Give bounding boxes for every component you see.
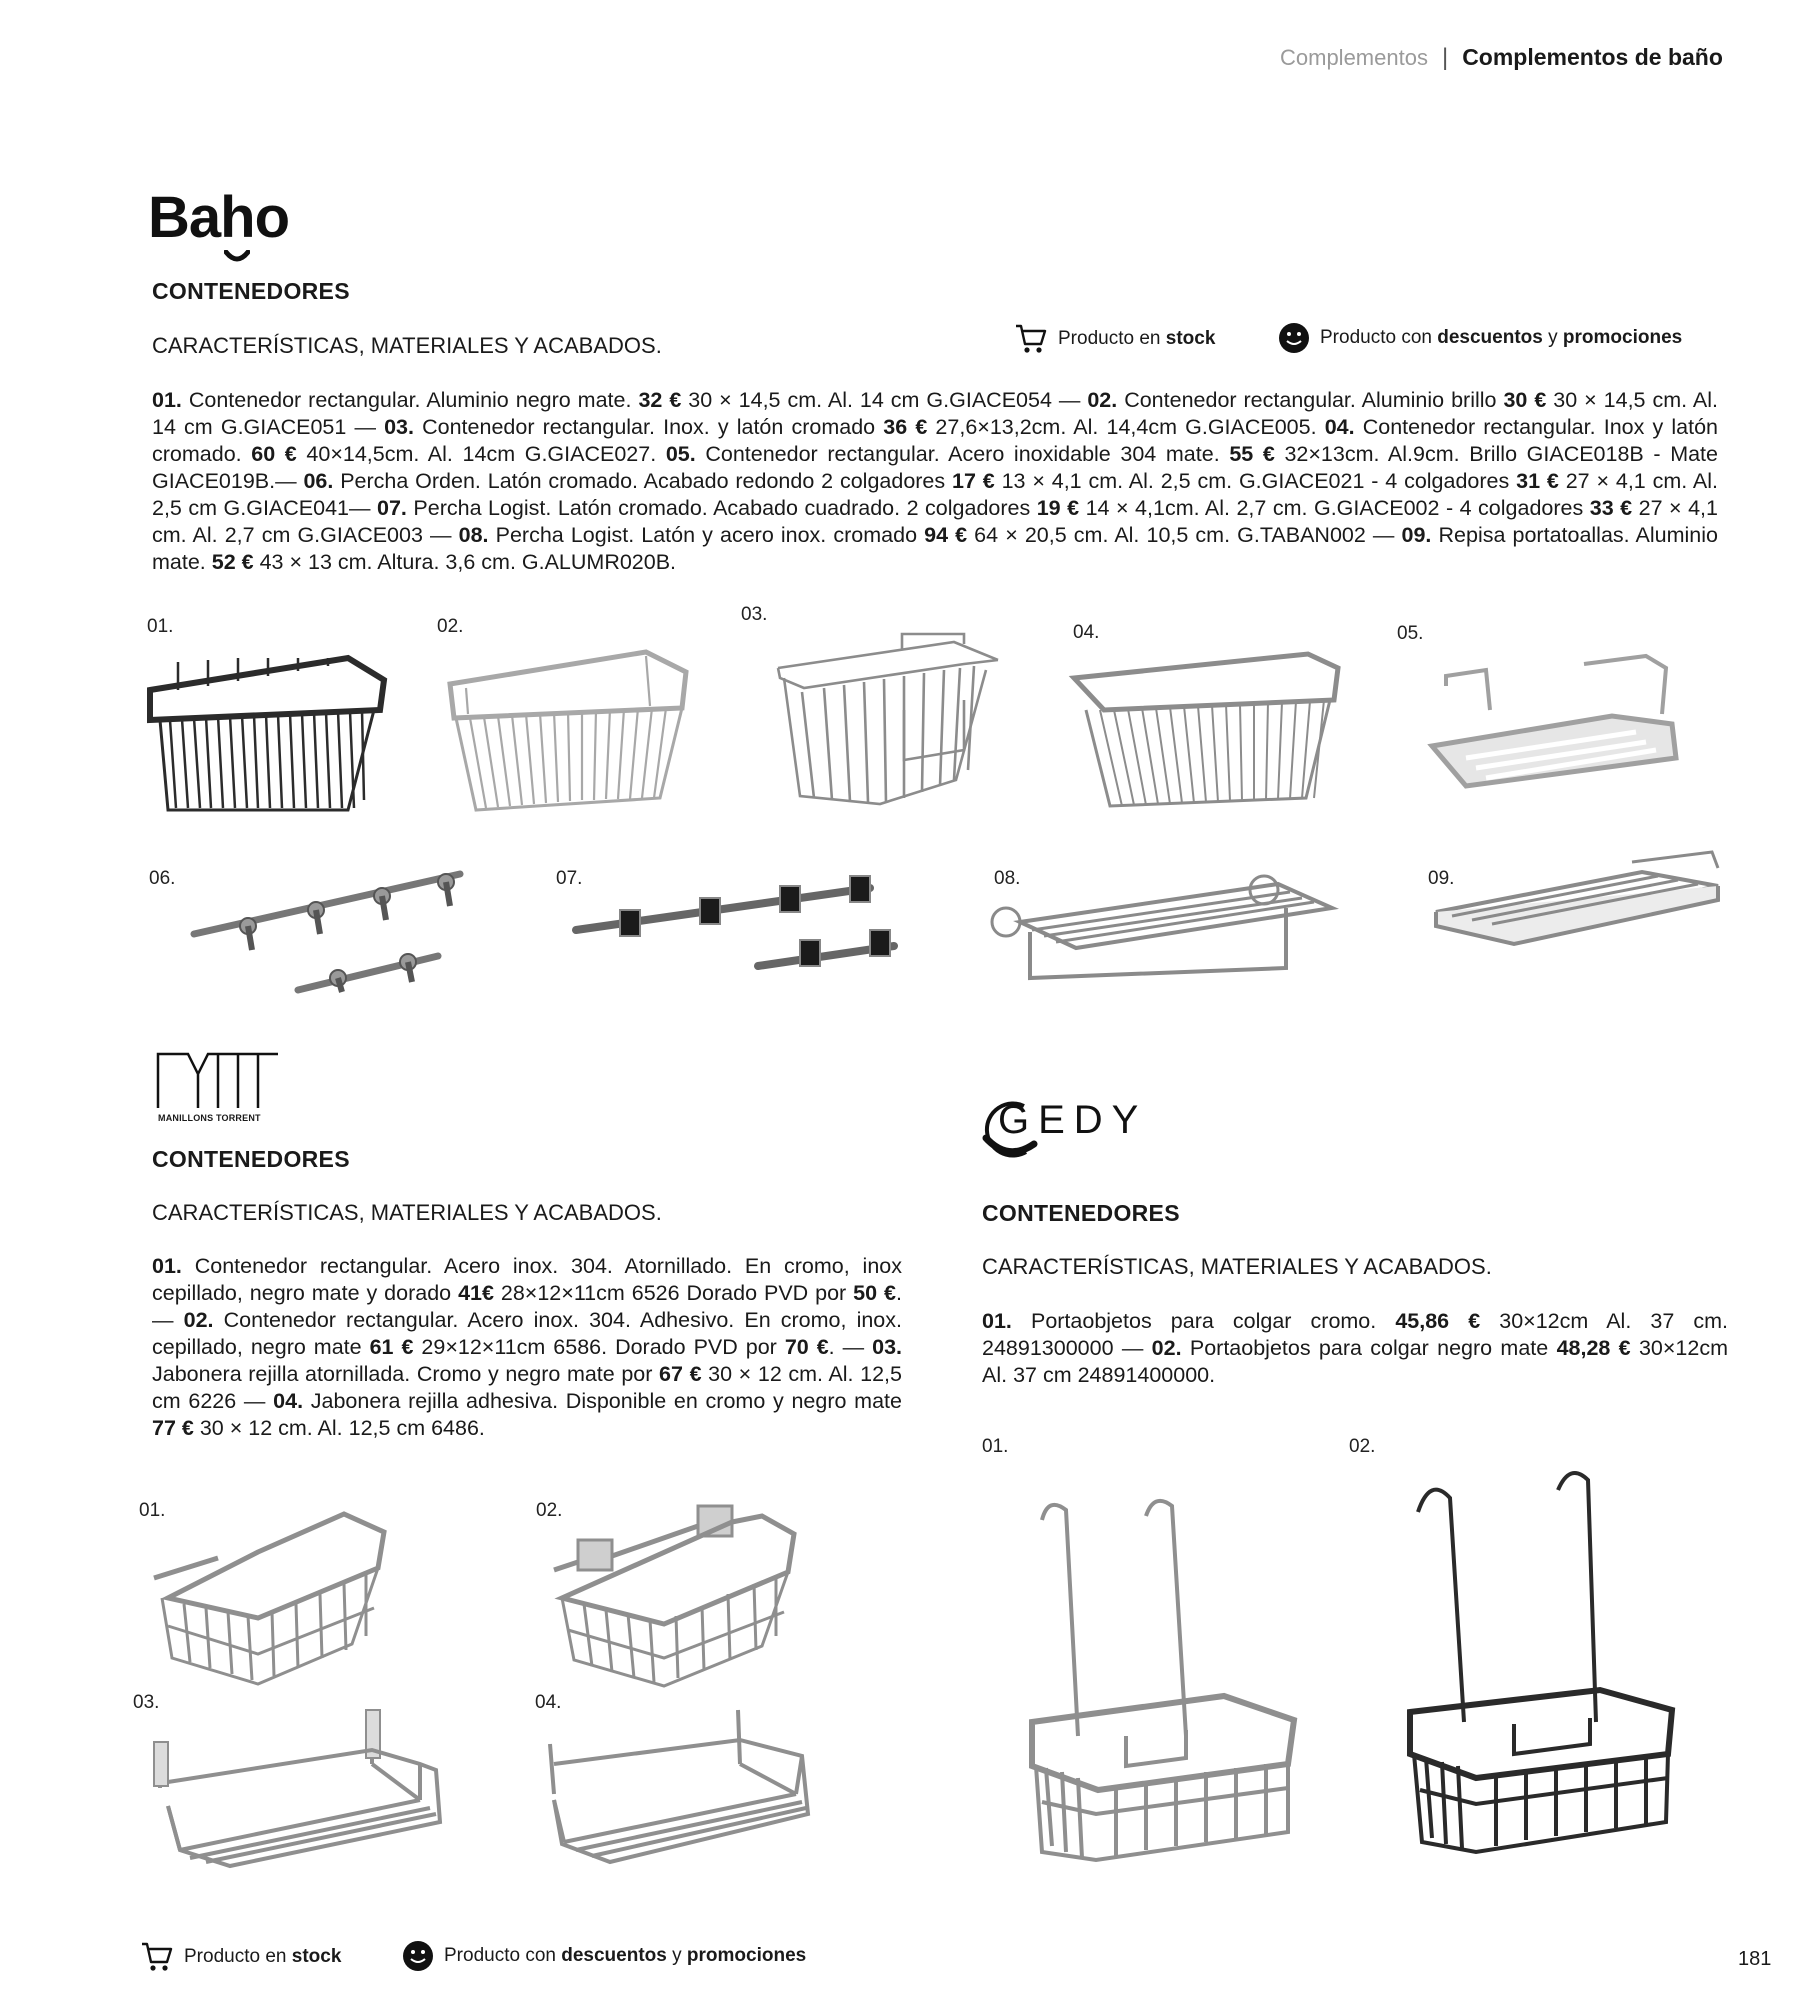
- mt-p02-num: 02.: [183, 1308, 214, 1332]
- footer-stock-text: Producto en: [184, 1946, 287, 1967]
- baho-p04-num: 04.: [1324, 415, 1355, 439]
- baho-section-title: CONTENEDORES: [152, 278, 350, 304]
- gedy-label-01: 01.: [982, 1436, 1009, 1457]
- baho-logo-smile: [224, 250, 250, 264]
- baho-p04-dims: 40×14,5cm. Al. 14cm G.GIACE027.: [296, 442, 666, 466]
- gedy-p01-dims: 30×12cm Al. 37 cm. 24891300000 —: [982, 1309, 1728, 1360]
- product-image-mt-02: [548, 1500, 798, 1690]
- gedy-logo-text: GEDY: [998, 1098, 1148, 1142]
- baho-p05-text: Contenedor rectangular. Acero inoxidable 304 mate.: [695, 442, 1230, 466]
- baho-p07-price2: 33 €: [1589, 496, 1633, 520]
- product-image-baho-07: [570, 870, 900, 980]
- product-image-mt-01: [148, 1508, 393, 1688]
- baho-p08-num: 08.: [458, 523, 489, 547]
- gedy-p02-price: 48,28 €: [1556, 1336, 1631, 1360]
- mt-p03-text: Jabonera rejilla atornillada. Cromo y negro mate por: [152, 1362, 660, 1386]
- baho-p07-text: Percha Logist. Latón cromado. Acabado cuadrado. 2 colgadores: [406, 496, 1037, 520]
- baho-p07-dims2: 27 × 4,1 cm. Al. 2,7 cm G.GIACE003 —: [152, 496, 1718, 547]
- mt-p03-dims: 30 × 12 cm. Al. 12,5 cm 6226 —: [152, 1362, 902, 1413]
- baho-p03-num: 03.: [384, 415, 414, 439]
- baho-p09-dims: 43 × 13 cm. Altura. 3,6 cm. G.ALUMR020B.: [253, 550, 677, 574]
- baho-p07-num: 07.: [377, 496, 407, 520]
- baho-logo-text: Baho: [148, 185, 289, 250]
- product-image-baho-02: [446, 648, 691, 818]
- baho-description: [152, 387, 1718, 576]
- product-image-gedy-01: [1026, 1496, 1301, 1866]
- mt-label-02: 02.: [536, 1500, 563, 1521]
- product-image-baho-09: [1432, 848, 1722, 968]
- mt-p02-price: 61 €: [369, 1335, 414, 1359]
- baho-p07-dims: 14 × 4,1cm. Al. 2,7 cm. G.GIACE002 - 4 colgadores: [1079, 496, 1590, 520]
- gedy-p02-num: 02.: [1151, 1336, 1182, 1360]
- smiley-icon: [1278, 322, 1310, 354]
- baho-label-01: 01.: [147, 616, 174, 637]
- baho-p01-price: 32 €: [638, 388, 682, 412]
- baho-p01-text: Contenedor rectangular. Aluminio negro mate.: [181, 388, 639, 412]
- product-image-baho-01: [148, 650, 388, 825]
- mt-logo: [154, 1050, 284, 1110]
- baho-p07-price: 19 €: [1036, 496, 1080, 520]
- baho-p09-num: 09.: [1401, 523, 1432, 547]
- baho-p04-text: Contenedor rectangular. Inox y latón cromado.: [152, 415, 1719, 466]
- product-image-baho-03: [774, 630, 1004, 810]
- baho-p08-dims: 64 × 20,5 cm. Al. 10,5 cm. G.TABAN002 —: [967, 523, 1402, 547]
- gedy-section-title: CONTENEDORES: [982, 1200, 1180, 1226]
- mt-p02-price2: 70 €: [784, 1335, 829, 1359]
- baho-p06-dims: 13 × 4,1 cm. Al. 2,5 cm. G.GIACE021 - 4 colgadores: [994, 469, 1517, 493]
- mt-p03-price: 67 €: [659, 1362, 702, 1386]
- gedy-p01-price: 45,86 €: [1395, 1309, 1481, 1333]
- baho-p08-price: 94 €: [924, 523, 968, 547]
- legend-stock-bold: stock: [1165, 328, 1216, 349]
- mt-p04-price: 77 €: [152, 1416, 194, 1440]
- baho-p06-num: 06.: [303, 469, 334, 493]
- gedy-description: [982, 1308, 1728, 1389]
- mt-p01-text: Contenedor rectangular. Acero inox. 304. Atornillado. En cromo, inox cepillado, negro mate y dorado: [152, 1254, 902, 1305]
- header-separator: |: [1441, 44, 1449, 71]
- mt-description: [152, 1253, 902, 1442]
- page-number: 181: [1738, 1948, 1772, 1970]
- baho-p04-price: 60 €: [251, 442, 297, 466]
- cart-icon: [1014, 322, 1048, 356]
- gedy-p02-text: Portaobjetos para colgar negro mate: [1181, 1336, 1557, 1360]
- mt-p01-price: 41€: [458, 1281, 494, 1305]
- baho-p09-price: 52 €: [211, 550, 254, 574]
- baho-label-09: 09.: [1428, 868, 1455, 889]
- baho-p02-dims: 30 × 14,5 cm. Al. 14 cm G.GIACE051 —: [152, 388, 1718, 439]
- footer-promo-text: Producto con: [444, 1945, 556, 1966]
- baho-p06-price: 17 €: [952, 469, 995, 493]
- product-image-mt-04: [540, 1704, 820, 1874]
- mt-p04-num: 04.: [273, 1389, 304, 1413]
- legend-promo-mid: y: [1548, 327, 1558, 348]
- baho-label-08: 08.: [994, 868, 1021, 889]
- baho-p03-price: 36 €: [883, 415, 928, 439]
- mt-p02-dims: 29×12×11cm 6586. Dorado PVD por: [413, 1335, 785, 1359]
- footer-legend-promo: [402, 1940, 806, 1972]
- baho-p09-text: Repisa portatoallas. Aluminio mate.: [152, 523, 1719, 574]
- product-image-gedy-02: [1404, 1472, 1679, 1862]
- mt-section-title: CONTENEDORES: [152, 1146, 350, 1172]
- mt-label-03: 03.: [133, 1692, 160, 1713]
- legend-promo-bold2: promociones: [1562, 327, 1683, 348]
- mt-p04-dims: 30 × 12 cm. Al. 12,5 cm 6486.: [193, 1416, 485, 1440]
- baho-p05-price: 55 €: [1229, 442, 1275, 466]
- mt-logo-caption: MANILLONS TORRENT: [158, 1113, 261, 1123]
- footer-promo-bold1: descuentos: [561, 1945, 667, 1966]
- gedy-p01-num: 01.: [982, 1309, 1012, 1333]
- product-image-baho-05: [1426, 646, 1686, 796]
- baho-label-06: 06.: [149, 868, 176, 889]
- baho-p06-price2: 31 €: [1516, 469, 1559, 493]
- page-header: [1280, 44, 1723, 72]
- product-image-mt-03: [150, 1710, 450, 1880]
- mt-p03-num: 03.: [872, 1335, 902, 1359]
- baho-p02-num: 02.: [1087, 388, 1118, 412]
- footer-promo-mid: y: [672, 1945, 682, 1966]
- mt-p01-dims2: .—: [152, 1281, 902, 1332]
- baho-p06-text: Percha Orden. Latón cromado. Acabado redondo 2 colgadores: [333, 469, 952, 493]
- baho-label-03: 03.: [741, 604, 768, 625]
- baho-label-02: 02.: [437, 616, 464, 637]
- legend-promo: [1278, 322, 1682, 354]
- cart-icon: [140, 1940, 174, 1974]
- mt-p01-num: 01.: [152, 1254, 182, 1278]
- product-image-baho-04: [1068, 648, 1343, 818]
- baho-p05-dims: 32×13cm. Al.9cm. Brillo GIACE018B - Mate GIACE019B.—: [152, 442, 1718, 493]
- gedy-label-02: 02.: [1349, 1436, 1376, 1457]
- baho-p03-text: Contenedor rectangular. Inox. y latón cromado: [413, 415, 884, 439]
- baho-p08-text: Percha Logist. Latón y acero inox. cromado: [488, 523, 925, 547]
- baho-section-subtitle: CARACTERÍSTICAS, MATERIALES Y ACABADOS.: [152, 333, 662, 358]
- header-subsection: Complementos de baño: [1462, 44, 1723, 70]
- legend-promo-text: Producto con: [1320, 327, 1432, 348]
- baho-p01-num: 01.: [152, 388, 182, 412]
- baho-p03-dims: 27,6×13,2cm. Al. 14,4cm G.GIACE005.: [927, 415, 1325, 439]
- legend-promo-bold1: descuentos: [1437, 327, 1543, 348]
- footer-stock-bold: stock: [291, 1946, 342, 1967]
- mt-label-04: 04.: [535, 1692, 562, 1713]
- mt-p01-price2: 50 €: [853, 1281, 896, 1305]
- mt-label-01: 01.: [139, 1500, 166, 1521]
- mt-p04-text: Jabonera rejilla adhesiva. Disponible en cromo y negro mate: [303, 1389, 902, 1413]
- baho-p01-dims: 30 × 14,5 cm. Al. 14 cm G.GIACE054 —: [681, 388, 1088, 412]
- mt-p01-dims: 28×12×11cm 6526 Dorado PVD por: [493, 1281, 854, 1305]
- baho-p02-text: Contenedor rectangular. Aluminio brillo: [1117, 388, 1504, 412]
- gedy-section-subtitle: CARACTERÍSTICAS, MATERIALES Y ACABADOS.: [982, 1254, 1492, 1279]
- gedy-p02-dims: 30×12cm Al. 37 cm 24891400000.: [982, 1336, 1729, 1387]
- mt-p02-dims2: . —: [828, 1335, 873, 1359]
- baho-label-04: 04.: [1073, 622, 1100, 643]
- product-image-baho-08: [986, 868, 1336, 988]
- gedy-p01-text: Portaobjetos para colgar cromo.: [1011, 1309, 1396, 1333]
- mt-section-subtitle: CARACTERÍSTICAS, MATERIALES Y ACABADOS.: [152, 1200, 662, 1225]
- header-section: Complementos: [1280, 45, 1428, 70]
- legend-stock: [1014, 322, 1215, 356]
- product-image-baho-06: [188, 860, 468, 1000]
- baho-logo: [148, 184, 289, 251]
- baho-label-07: 07.: [556, 868, 583, 889]
- baho-p02-price: 30 €: [1503, 388, 1547, 412]
- baho-label-05: 05.: [1397, 623, 1424, 644]
- legend-stock-text: Producto en: [1058, 328, 1161, 349]
- baho-p05-num: 05.: [665, 442, 696, 466]
- mt-p02-text: Contenedor rectangular. Acero inox. 304. Adhesivo. En cromo, inox. cepillado, negro mate: [152, 1308, 902, 1359]
- footer-promo-bold2: promociones: [686, 1945, 807, 1966]
- footer-legend-stock: [140, 1940, 341, 1974]
- baho-p06-dims2: 27 × 4,1 cm. Al. 2,5 cm G.GIACE041—: [152, 469, 1718, 520]
- smiley-icon: [402, 1940, 434, 1972]
